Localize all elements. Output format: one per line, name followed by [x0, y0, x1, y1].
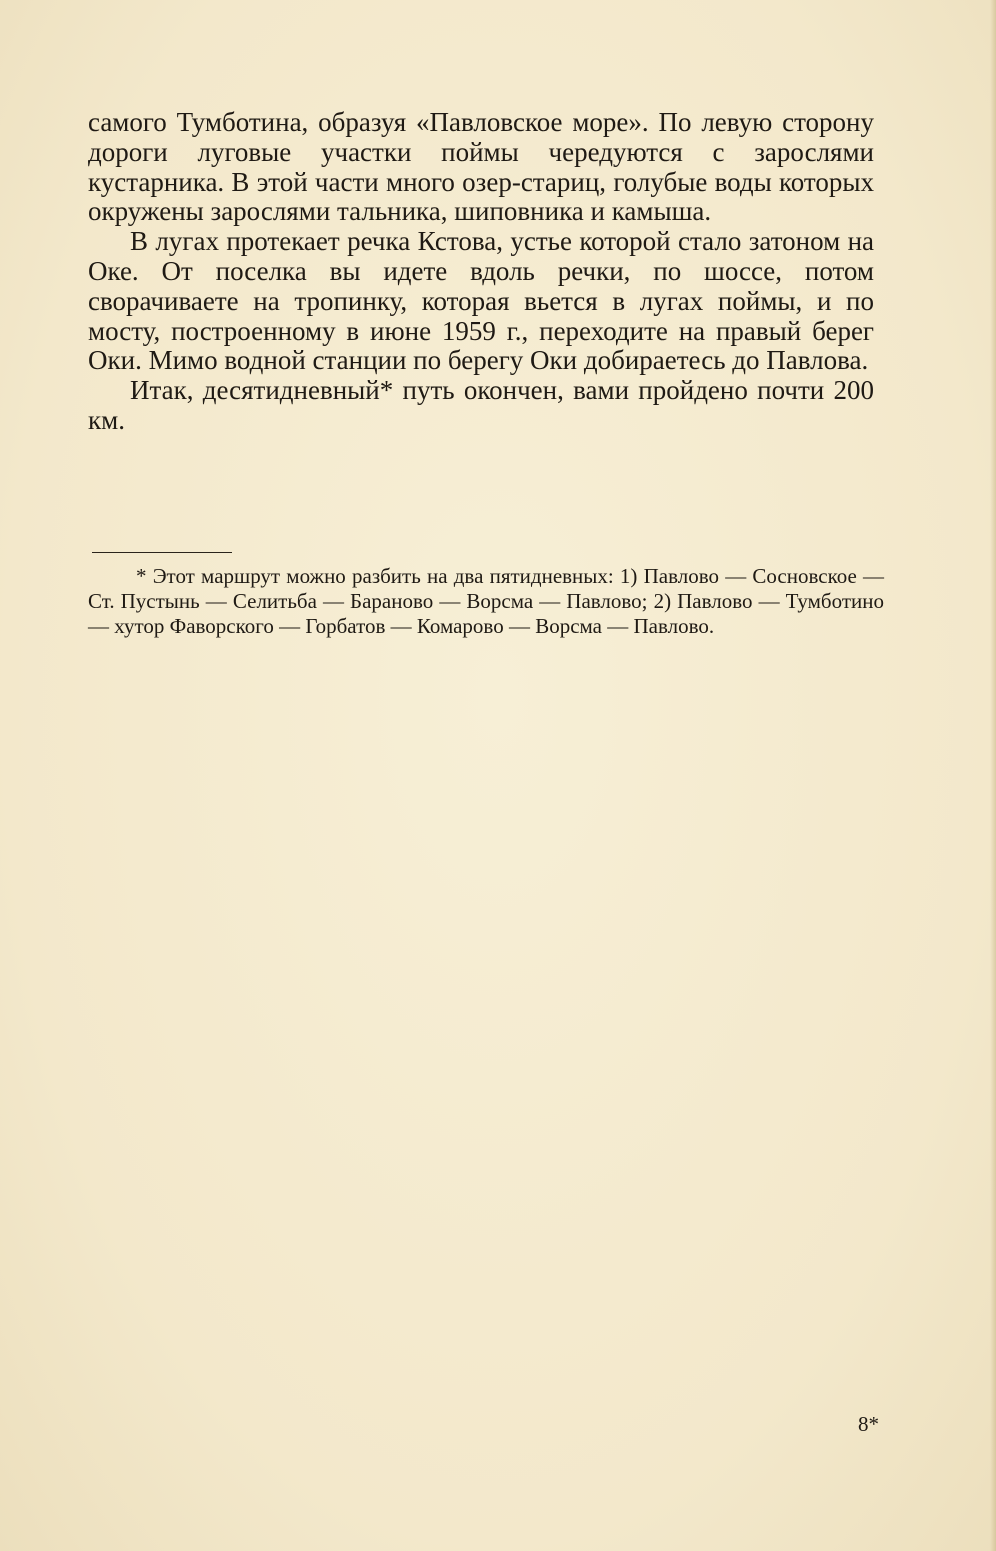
paragraph-2: В лугах протекает речка Кстова, устье которой стало затоном на Оке. От поселка вы идете вдоль речки, по шоссе, потом сворачиваете на тропинку, которая вьется в лугах поймы, и по мосту, построенному в июне 1959 г., переходите на правый берег Оки. Мимо водной станции по берегу Оки добираетесь до Павлова. — [88, 226, 874, 376]
footnote — [88, 564, 884, 638]
footnote-text: * Этот маршрут можно разбить на два пятидневных: 1) Павлово — Сосновское — Ст. Пустынь — Селитьба — Бараново — Ворсма — Павлово; 2) Павлово — Тумботино — хутор Фаворского — Горбатов — Комарово — Ворсма — Павлово. — [88, 564, 884, 638]
paragraph-3: Итак, десятидневный* путь окончен, вами пройдено почти 200 км. — [88, 375, 874, 435]
page-edge-shadow — [990, 0, 996, 1551]
main-text — [88, 108, 874, 436]
paragraph-1: самого Тумботина, образуя «Павловское море». По левую сторону дороги луговые участки поймы чередуются с зарослями кустарника. В этой части много озер-стариц, голубые воды которых окружены зарослями тальника, шиповника и камыша. — [88, 107, 874, 227]
page-number: 8* — [858, 1412, 879, 1436]
footnote-separator — [92, 552, 232, 553]
